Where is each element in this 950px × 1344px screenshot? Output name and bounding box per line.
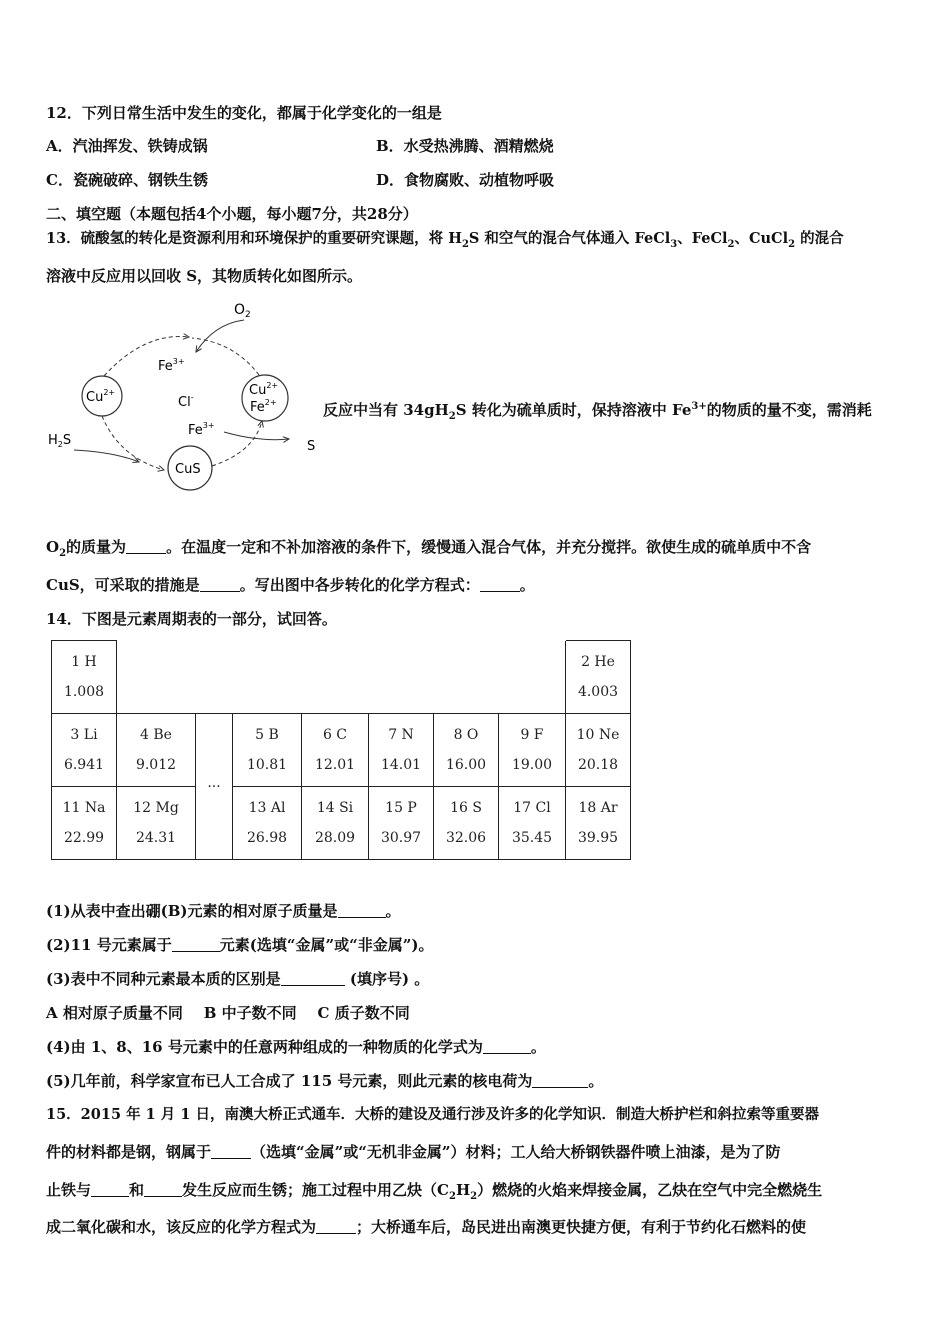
o2-label: $O_2$: [234, 302, 251, 320]
s-label: S: [307, 439, 316, 454]
blank-boron-mass[interactable]: [338, 903, 386, 918]
element-cell-h: 1 H 1.008: [52, 641, 117, 714]
q14-part5: (5)几年前，科学家宣布已人工合成了 115 号元素，则此元素的核电荷为 。: [46, 1072, 604, 1090]
h2s-label: $H_2S$: [48, 433, 72, 449]
q14-part2: (2)11 号元素属于 元素(选填“金属”或“非金属”)。: [46, 936, 434, 954]
o2-arrow: [196, 320, 244, 352]
q14-part4: (4)由 1、8、16 号元素中的任意两种组成的一种物质的化学式为 。: [46, 1038, 546, 1056]
q15-line4: 成二氧化碳和水，该反应的化学方程式为 ；大桥通车后，岛民进出南澳更快捷方便，有利于节约化石燃料的使: [46, 1218, 807, 1236]
cus-label: CuS: [175, 462, 201, 477]
element-cell-li: 3 Li 6.941: [52, 714, 117, 787]
q15-line1: 15．2015 年 1 月 1 日，南澳大桥正式通车．大桥的建设及通行涉及许多的化学知识．制造大桥护栏和斜拉索等重要器: [46, 1106, 819, 1123]
arc-left-bottom: [102, 416, 164, 470]
blank-formula[interactable]: [483, 1039, 531, 1054]
element-cell-o: 8 O 16.00: [434, 714, 499, 787]
h2s-arrow: [74, 450, 139, 462]
element-cell-n: 7 N 14.01: [369, 714, 434, 787]
element-cell-ne: 10 Ne 20.18: [566, 714, 631, 787]
cu2-label: $Cu^{2+}$: [86, 388, 116, 405]
element-cell-si: 14 Si 28.09: [302, 787, 369, 860]
element-cell-c: 6 C 12.01: [302, 714, 369, 787]
blank-o2-mass[interactable]: [126, 539, 166, 554]
blank-rust-2[interactable]: [144, 1182, 182, 1197]
element-cell-be: 4 Be 9.012: [117, 714, 196, 787]
sulfur-cycle-diagram: [44, 292, 334, 507]
q14-part3: (3)表中不同种元素最本质的区别是 (填序号) 。: [46, 970, 430, 988]
q13-line2: 溶液中反应用以回收 S，其物质转化如图所示。: [46, 267, 363, 285]
element-cell-na: 11 Na 22.99: [52, 787, 117, 860]
s-arrow: [224, 432, 289, 440]
q13-line4: CuS，可采取的措施是 。写出图中各步转化的化学方程式： 。: [46, 576, 535, 594]
q14-stem: 14．下图是元素周期表的一部分，试回答。: [46, 610, 337, 628]
q12-option-a: A．汽油挥发、铁铸成锅: [46, 137, 208, 155]
blank-rust-1[interactable]: [91, 1182, 129, 1197]
section-heading: 二、填空题（本题包括4个小题，每小题7分，共28分）: [46, 205, 418, 223]
element-cell-mg: 12 Mg 24.31: [117, 787, 196, 860]
q14-part3-options: A 相对原子质量不同 B 中子数不同 C 质子数不同: [46, 1004, 410, 1022]
blank-steel-type[interactable]: [211, 1144, 251, 1159]
arc-bottom-right: [212, 421, 262, 466]
right-cu-label: $Cu^{2+}$: [249, 381, 279, 398]
ellipsis-cell: ···: [196, 714, 233, 860]
q12-stem: 12．下列日常生活中发生的变化，都属于化学变化的一组是: [46, 104, 442, 122]
q15-line3: 止铁与 和 发生反应而生锈；施工过程中用乙炔$(C_2H_2)$燃烧的火焰来焊接金属，乙炔在空气中完全燃烧生: [46, 1181, 823, 1202]
blank-measure[interactable]: [200, 577, 240, 592]
q12-option-b: B．水受热沸腾、酒精燃烧: [376, 137, 554, 155]
table-row: [52, 714, 631, 787]
periodic-table: [51, 640, 631, 860]
table-row: [52, 787, 631, 860]
element-cell-b: 5 B 10.81: [233, 714, 302, 787]
cl-label: Cl-: [178, 393, 194, 410]
element-cell-ar: 18 Ar 39.95: [566, 787, 631, 860]
right-fe-label: $Fe^{2+}$: [250, 398, 277, 415]
fe3-bottom-label: $Fe^{3+}$: [188, 421, 215, 438]
q13-line3: $O_2$的质量为 。在温度一定和不补加溶液的条件下，缓慢通入混合气体，并充分搅拌。欲使生成的硫单质中不含: [46, 538, 812, 559]
q13-side-text: 反应中当有 $34gH_2S$ 转化为硫单质时，保持溶液中 $Fe^{3+}$的物质的量不变，需消耗: [323, 401, 872, 422]
q13-line1: 13．硫酸氢的转化是资源利用和环境保护的重要研究课题，将 $H_2S$ 和空气的混合气体通入 FeCl$_3$、FeCl$_2$、CuCl$_2$ 的混合: [46, 230, 844, 250]
element-cell-cl: 17 Cl 35.45: [499, 787, 566, 860]
q12-option-c: C．瓷碗破碎、钢铁生锈: [46, 171, 208, 189]
q15-line2: 件的材料都是钢，钢属于 （选填“金属”或“无机非金属”）材料；工人给大桥钢铁器件喷上油漆，是为了防: [46, 1143, 781, 1161]
element-cell-al: 13 Al 26.98: [233, 787, 302, 860]
q12-option-d: D．食物腐败、动植物呼吸: [376, 171, 555, 189]
table-gap: [117, 641, 566, 714]
blank-difference[interactable]: [281, 971, 345, 986]
element-cell-s: 16 S 32.06: [434, 787, 499, 860]
blank-nuclear-charge[interactable]: [532, 1073, 588, 1088]
fe3-top-label: $Fe^{3+}$: [158, 357, 185, 374]
element-cell-f: 9 F 19.00: [499, 714, 566, 787]
blank-equations[interactable]: [480, 577, 520, 592]
element-cell-p: 15 P 30.97: [369, 787, 434, 860]
blank-equation[interactable]: [316, 1219, 356, 1234]
element-cell-he: 2 He 4.003: [566, 641, 631, 714]
blank-element-type[interactable]: [172, 937, 220, 952]
q14-part1: (1)从表中查出硼(B)元素的相对原子质量是 。: [46, 902, 401, 920]
table-row: [52, 641, 631, 714]
